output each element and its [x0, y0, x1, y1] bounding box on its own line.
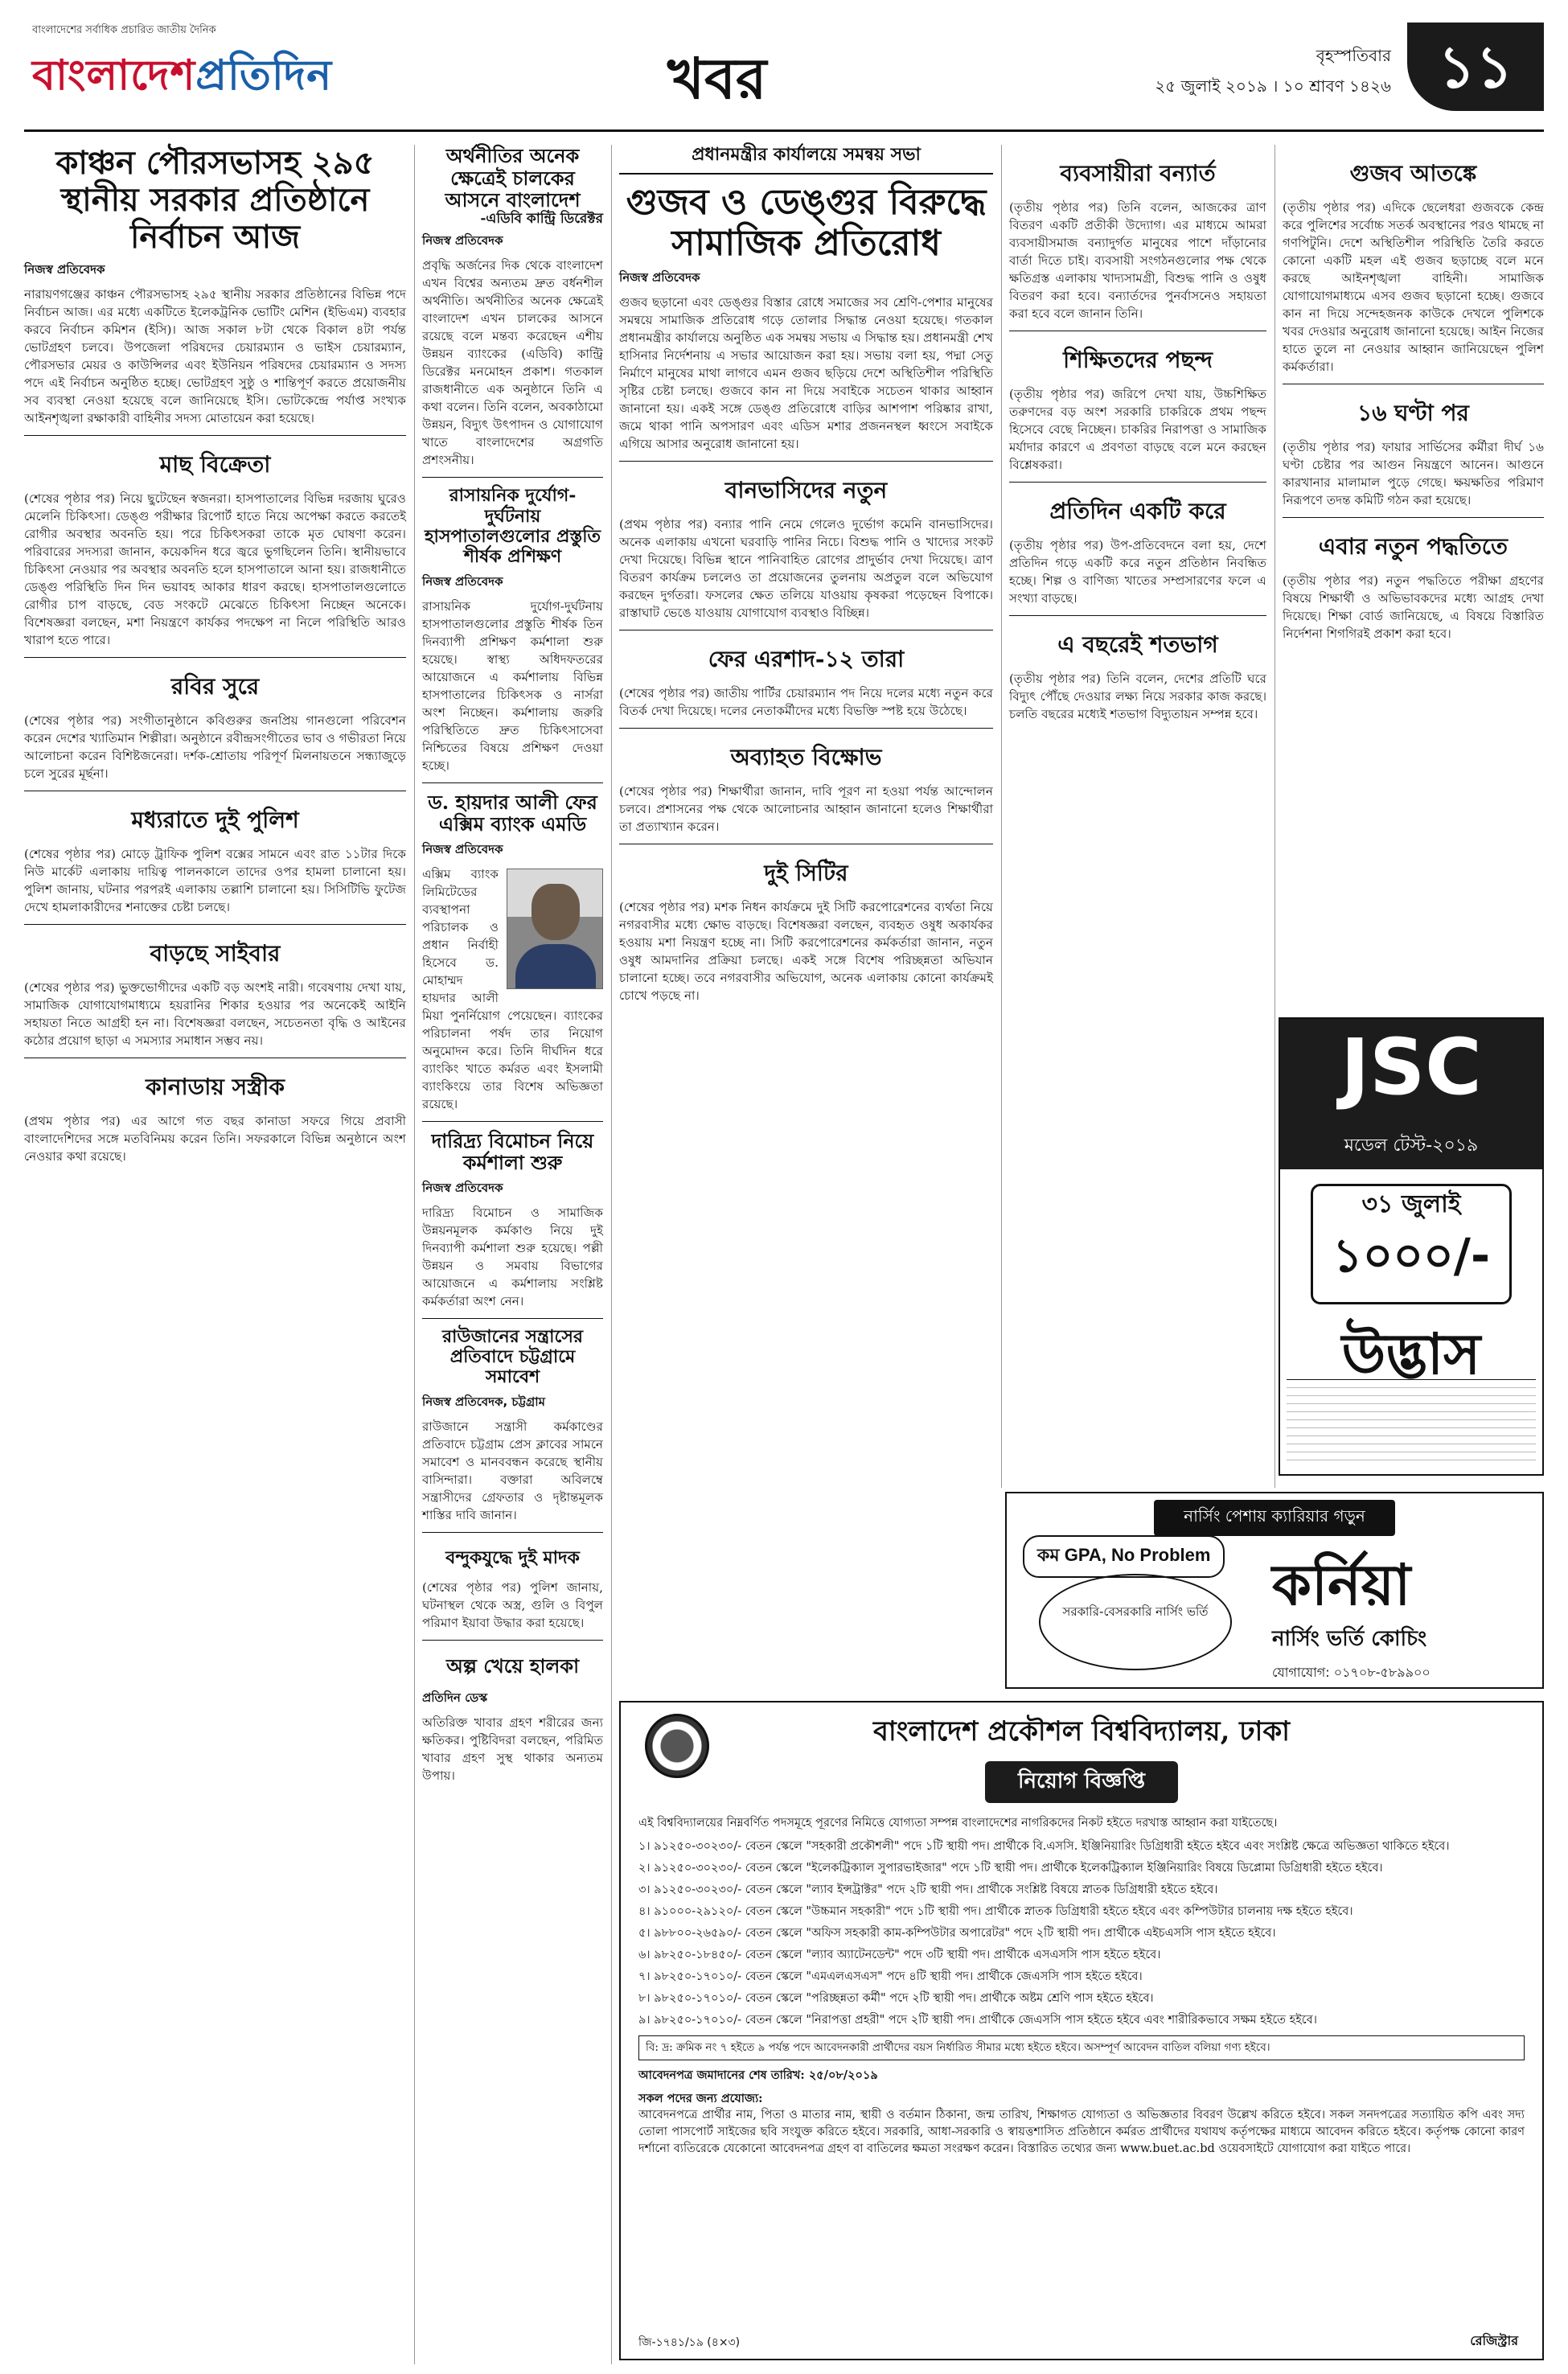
logo-name-part2: প্রতিদিন — [195, 51, 333, 100]
nursing-ad-heading: নার্সিং পেশায় ক্যারিয়ার গড়ুন — [1154, 1500, 1395, 1536]
article-body: (প্রথম পৃষ্ঠার পর) বন্যার পানি নেমে গেলেও দুর্ভোগ কমেনি বানভাসিদের। অনেক এলাকায় এখনো ঘরবাড়ি পানির নিচে। বিশুদ্ধ পানি ও খাদ্যের সংকট দেখা দিয়েছে। বিভিন্ন স্থানে পানিবাহিত রোগের প্রাদুর্ভাব দেখা দিয়েছে। ত্রাণ বিতরণ কার্যক্রম চললেও তা প্রয়োজনের তুলনায় অপ্রতুল বলে অভিযোগ করছেন দুর্গতরা। ফসলের ক্ষেত তলিয়ে যাওয়ায় কৃষকরা পড়েছেন বিপাকে। রাস্তাঘাট ভেঙে যাওয়ায় যোগাযোগ ব্যবস্থাও বিচ্ছিন্ন। — [619, 517, 993, 621]
article-body: (শেষের পৃষ্ঠার পর) ভুক্তভোগীদের একটি বড় অংশই নারী। গবেষণায় দেখা যায়, সামাজিক যোগাযোগমাধ্যমে হয়রানির শিকার হওয়ার পর অনেকেই আইনি সহায়তা নিতে আগ্রহী হন না। বিশেষজ্ঞরা বলছেন, সচেতনতা বৃদ্ধি ও আইনের কঠোর প্রয়োগ ছাড়া এ সমস্যার সমাধান সম্ভব নয়। — [24, 980, 406, 1048]
jsc-subtitle: মডেল টেস্ট-২০১৯ — [1280, 1132, 1542, 1169]
notice-item: ১। ৯১২৫০-৩০২৩০/- বেতন স্কেলে "সহকারী প্রকৌশলী" পদে ১টি স্থায়ী পদ। প্রার্থীকে বি.এসসি. ইঞ্জিনিয়ারিং ডিগ্রিধারী হইতে হইবে এবং সংশ্লিষ্ট ক্ষেত্রে অভিজ্ঞতা থাকিতে হইবে। — [638, 1840, 1450, 1853]
article-headline: অব্যাহত বিক্ষোভ — [730, 744, 882, 771]
article-16-hours — [1283, 396, 1544, 509]
notice-general-body: আবেদনপত্রে প্রার্থীর নাম, পিতা ও মাতার নাম, স্থায়ী ও বর্তমান ঠিকানা, জন্ম তারিখ, শিক্ষাগত যোগ্যতা ও অভিজ্ঞতার বিবরণ উল্লেখ করিতে হইবে। সকল সনদপত্রের সত্যায়িত কপি এবং সদ্য তোলা পাসপোর্ট সাইজের ছবি সংযুক্ত করিতে হইবে। সরকারি, আধা-সরকারি ও স্বায়ত্তশাসিত প্রতিষ্ঠানে কর্মরত প্রার্থীদের যথাযথ কর্তৃপক্ষের মাধ্যমে আবেদন করিতে হইবে। কর্তৃপক্ষ কোনো কারণ দর্শানো ব্যতিরেকে যেকোনো আবেদনপত্র গ্রহণ বা বাতিলের ক্ষমতা সংরক্ষণ করেন। বিস্তারিত তথ্যের জন্য www.buet.ac.bd ওয়েবসাইটে যোগাযোগ করা যাইতে পারে। — [638, 2109, 1525, 2155]
column-divider — [611, 145, 612, 2364]
buet-recruitment-notice — [619, 1701, 1544, 2360]
article-gunfight — [422, 1544, 603, 1632]
notice-intro: এই বিশ্ববিদ্যালয়ের নিম্নবর্ণিত পদসমূহে পূরণের নিমিত্তে যোগ্যতা সম্পন্ন বাংলাদেশের নাগরিকদের নিকট হইতে দরখাস্ত আহ্বান করা যাইতেছে। — [638, 1817, 1278, 1830]
divider — [422, 782, 603, 783]
column-4 — [1009, 145, 1266, 723]
column-divider — [414, 145, 415, 2364]
article-body: দারিদ্র্য বিমোচন ও সামাজিক উন্নয়নমূলক কর্মকাণ্ড নিয়ে দুই দিনব্যাপী কর্মশালা শুরু হয়েছে। পল্লী উন্নয়ন ও সমবায় বিভাগের আয়োজনে এ কর্মশালায় সংশ্লিষ্ট কর্মকর্তারা অংশ নেন। — [422, 1205, 603, 1308]
divider — [422, 1532, 603, 1533]
nursing-circle-label: সরকারি-বেসরকারি নার্সিং ভর্তি — [1039, 1574, 1232, 1670]
logo-name — [32, 43, 402, 113]
article-byline: নিজস্ব প্রতিবেদক — [422, 1180, 503, 1195]
nursing-gpa-badge: কম GPA, No Problem — [1023, 1535, 1225, 1578]
notice-signatory: রেজিস্ট্রার — [1470, 2333, 1518, 2348]
article-byline: প্রতিদিন ডেস্ক — [422, 1690, 488, 1705]
article-headline: অর্থনীতির অনেক ক্ষেত্রেই চালকের আসনে বাংলাদেশ — [445, 144, 581, 212]
article-body: রাউজানে সন্ত্রাসী কর্মকাণ্ডের প্রতিবাদে চট্টগ্রাম প্রেস ক্লাবের সামনে সমাবেশ ও মানববন্ধন করেছে স্থানীয় বাসিন্দারা। বক্তারা অবিলম্বে সন্ত্রাসীদের গ্রেফতার ও দৃষ্টান্তমূলক শাস্তির দাবি জানান। — [422, 1419, 603, 1522]
article-headline: মাছ বিক্রেতা — [159, 451, 271, 478]
article-body: (শেষের পৃষ্ঠার পর) জাতীয় পার্টির চেয়ারম্যান পদ নিয়ে দলের মধ্যে নতুন করে বিতর্ক দেখা দিয়েছে। দলের নেতাকর্মীদের মধ্যে বিভক্তি স্পষ্ট হয়ে উঠেছে। — [619, 686, 993, 719]
divider — [24, 435, 406, 436]
article-headline: বানভাসিদের নতুন — [724, 477, 888, 504]
nursing-ad-phone: যোগাযোগ: ০১৭০৮-৫৮৯৯০০ — [1272, 1665, 1430, 1680]
article-raozan-rally — [422, 1327, 603, 1524]
divider — [619, 173, 993, 175]
article-headline: দারিদ্র্য বিমোচন নিয়ে কর্মশালা শুরু — [431, 1128, 594, 1175]
article-body: (শেষের পৃষ্ঠার পর) পুলিশ জানায়, ঘটনাস্থল থেকে অস্ত্র, গুলি ও বিপুল পরিমাণ ইয়াবা উদ্ধার করা হয়েছে। — [422, 1579, 603, 1630]
article-headline: রবির সুরে — [170, 673, 260, 700]
article-body: (তৃতীয় পৃষ্ঠার পর) তিনি বলেন, আজকের ত্রাণ বিতরণ একটি প্রতীকী উদ্যোগ। এর মাধ্যমে আমরা ব্যবসায়ীসমাজ বন্যাদুর্গত মানুষের পাশে দাঁড়ানোর বার্তা দিতে চাই। ব্যবসায়ী সংগঠনগুলোর পক্ষ থেকে ক্ষতিগ্রস্ত এলাকায় খাদ্যসামগ্রী, বিশুদ্ধ পানি ও ওষুধ বিতরণ করা হবে। বন্যার্তদের পুনর্বাসনেও সহায়তা করা হবে বলে জানান তিনি। — [1009, 200, 1266, 321]
article-rumor-dengue — [619, 145, 993, 453]
section-title: খবর — [667, 45, 767, 112]
article-headline: এবার নতুন পদ্ধতিতে — [1318, 533, 1508, 560]
article-headline: কানাডায় সস্ত্রীক — [146, 1074, 285, 1100]
article-body: (তৃতীয় পৃষ্ঠার পর) তিনি বলেন, দেশের প্রতিটি ঘরে বিদ্যুৎ পৌঁছে দেওয়ার লক্ষ্য নিয়ে সরকার কাজ করছে। চলতি বছরের মধ্যেই শতভাগ বিদ্যুতায়ন সম্পন্ন হবে। — [1009, 672, 1266, 721]
article-byline: নিজস্ব প্রতিবেদক — [422, 841, 503, 856]
article-body: (শেষের পৃষ্ঠার পর) মোড়ে ট্রাফিক পুলিশ বক্সের সামনে এবং রাত ১১টার দিকে নিউ মার্কেট এলাকায় দায়িত্ব পালনকালে তাদের ওপর হামলা চালানো হয়। পুলিশ জানায়, ঘটনার পরপরই এলাকায় তল্লাশি চালানো হয়। সিসিটিভি ফুটেজ দেখে হামলাকারীদের শনাক্তের চেষ্টা চলছে। — [24, 847, 406, 914]
article-body: (শেষের পৃষ্ঠার পর) শিক্ষার্থীরা জানান, দাবি পূরণ না হওয়া পর্যন্ত আন্দোলন চলবে। প্রশাসনের পক্ষ থেকে আলোচনার আহ্বান জানানো হলেও শিক্ষার্থীরা তা প্রত্যাখ্যান করেন। — [619, 784, 993, 835]
article-headline: ব্যবসায়ীরা বন্যার্ত — [1060, 160, 1216, 187]
jsc-fee-box — [1311, 1184, 1512, 1304]
article-hundred-percent — [1009, 627, 1266, 723]
jsc-fee: ১০০০/- — [1332, 1228, 1491, 1283]
column-divider — [1001, 145, 1002, 1488]
page-number: ১১ — [1407, 23, 1544, 111]
article-byline: নিজস্ব প্রতিবেদক — [619, 270, 700, 285]
article-educated-choice — [1009, 343, 1266, 474]
article-eat-less — [422, 1652, 603, 1785]
article-headline: ১৬ ঘণ্টা পর — [1357, 400, 1469, 426]
masthead — [24, 11, 1544, 132]
article-byline: নিজস্ব প্রতিবেদক, চট্টগ্রাম — [422, 1394, 545, 1409]
article-protest — [619, 740, 993, 836]
article-kanchan-election — [24, 145, 406, 427]
divider — [619, 461, 993, 462]
issue-date: ২৫ জুলাই ২০১৯ । ১০ শ্রাবণ ১৪২৬ — [1155, 76, 1391, 96]
article-body: গুজব ছড়ানো এবং ডেঙ্গুর বিস্তার রোধে সমাজের সব শ্রেণি-পেশার মানুষের সমন্বয়ে সামাজিক প্রতিরোধ গড়ে তোলার সিদ্ধান্ত নেওয়া হয়েছে। গতকাল প্রধানমন্ত্রীর কার্যালয়ে অনুষ্ঠিত এক সমন্বয় সভায় এ সিদ্ধান্ত হয়। প্রধানমন্ত্রী শেখ হাসিনার নির্দেশনায় এ সভার আয়োজন করা হয়। সভায় বলা হয়, পদ্মা সেতু নির্মাণে মানুষের মাথা লাগবে এমন গুজব ছড়িয়ে দেশে অস্থিতিশীল পরিস্থিতি সৃষ্টির চেষ্টা চলছে। গুজবে কান না দিয়ে সবাইকে সচেতন থাকার আহ্বান জানানো হয়। একই সঙ্গে ডেঙ্গু প্রতিরোধে বাড়ির আশপাশ পরিষ্কার রাখা, জমে থাকা পানি অপসারণ এবং এডিস মশার প্রজননস্থল ধ্বংসে সবাইকে এগিয়ে আসার অনুরোধ জানানো হয়। — [619, 295, 993, 452]
newspaper-logo — [32, 23, 402, 119]
notice-item: ৭। ৯৮২৫০-১৭০১০/- বেতন স্কেলে "এমএলএসএস" পদে ৪টি স্থায়ী পদ। প্রার্থীকে জেএসসি পাস হইতে হইবে। — [638, 1970, 1143, 1983]
article-headline: এ বছরেই শতভাগ — [1057, 631, 1218, 658]
article-headline: কাঞ্চন পৌরসভাসহ ২৯৫ স্থানীয় সরকার প্রতিষ্ঠানে নির্বাচন আজ — [55, 144, 375, 256]
divider — [24, 657, 406, 658]
divider — [1009, 615, 1266, 616]
article-byline: নিজস্ব প্রতিবেদক — [422, 233, 503, 248]
divider — [1009, 482, 1266, 483]
divider — [1283, 517, 1544, 518]
article-robir-sure — [24, 669, 406, 782]
branch-table — [1287, 1379, 1536, 1468]
article-adb — [422, 145, 603, 469]
notice-warning: বি: দ্র: ক্রমিক নং ৭ হইতে ৯ পর্যন্ত পদে আবেদনকারী প্রার্থীদের বয়স নির্ধারিত সীমার মধ্যে হইতে হইবে। অসম্পূর্ণ আবেদন বাতিল বলিয়া গণ্য হইবে। — [638, 2035, 1525, 2060]
article-headline: প্রতিদিন একটি করে — [1049, 498, 1226, 524]
article-ershad — [619, 642, 993, 720]
article-body: (শেষের পৃষ্ঠার পর) মশক নিধন কার্যক্রমে দুই সিটি করপোরেশনের ব্যর্থতা নিয়ে নগরবাসীর মধ্যে ক্ষোভ বাড়ছে। বিশেষজ্ঞরা বলছেন, ব্যবহৃত ওষুধ অকার্যকর হওয়ায় মশা নিয়ন্ত্রণ হচ্ছে না। সিটি করপোরেশনের কর্মকর্তারা জানান, নতুন ওষুধ আমদানির প্রক্রিয়া চলছে। একই সঙ্গে বিশেষ পরিচ্ছন্নতা অভিযান চালানো হচ্ছে। তবে নগরবাসীর অভিযোগ, অনেক এলাকায় কোনো কার্যক্রমই চোখে পড়ছে না। — [619, 900, 993, 1004]
notice-university: বাংলাদেশ প্রকৌশল বিশ্ববিদ্যালয়, ঢাকা — [873, 1715, 1290, 1748]
article-headline: মধ্যরাতে দুই পুলিশ — [131, 807, 299, 833]
article-body: (তৃতীয় পৃষ্ঠার পর) জরিপে দেখা যায়, উচ্চশিক্ষিত তরুণদের বড় অংশ সরকারি চাকরিকে প্রথম পছন্দ হিসেবে বেছে নিচ্ছেন। চাকরির নিরাপত্তা ও সামাজিক মর্যাদার কারণে এ প্রবণতা বাড়ছে বলে মনে করছেন বিশ্লেষকরা। — [1009, 387, 1266, 472]
article-headline: রাসায়নিক দুর্যোগ-দুর্ঘটনায় হাসপাতালগুলোর প্রস্তুতি শীর্ষক প্রশিক্ষণ — [425, 485, 601, 568]
weekday: বৃহস্পতিবার — [1316, 46, 1391, 65]
notice-deadline: আবেদনপত্র জমাদানের শেষ তারিখ: ২৫/০৮/২০১৯ — [638, 2068, 878, 2082]
notice-item: ৮। ৯৮২৫০-১৭০১০/- বেতন স্কেলে "পরিচ্ছন্নতা কর্মী" পদে ২টি স্থায়ী পদ। প্রার্থীকে অষ্টম শ্রেণি পাস হইতে হইবে। — [638, 1992, 1154, 2005]
article-headline: ফের এরশাদ-১২ তারা — [708, 646, 905, 673]
article-poverty-workshop — [422, 1130, 603, 1310]
article-body: রাসায়নিক দুর্যোগ-দুর্ঘটনায় হাসপাতালগুলোর প্রস্তুতি শীর্ষক তিন দিনব্যাপী প্রশিক্ষণ কর্মশালা শুরু হয়েছে। স্বাস্থ্য অধিদফতরের আয়োজনে এ কর্মশালায় বিভিন্ন হাসপাতালের চিকিৎসক ও নার্সরা অংশ নিচ্ছেন। কর্মশালায় জরুরি পরিস্থিতিতে দ্রুত চিকিৎসাসেবা নিশ্চিতের বিষয়ে প্রশিক্ষণ দেওয়া হচ্ছে। — [422, 598, 603, 773]
article-body: নারায়ণগঞ্জের কাঞ্চন পৌরসভাসহ ২৯৫ স্থানীয় সরকার প্রতিষ্ঠানের বিভিন্ন পদে নির্বাচন আজ। এর মধ্যে একটিতে ইলেকট্রনিক ভোটিং মেশিন (ইভিএম) ব্যবহার করবে নির্বাচন কমিশন (ইসি)। আজ সকাল ৮টা থেকে বিকাল ৪টা পর্যন্ত ভোটগ্রহণ চলবে। উপজেলা পরিষদের চেয়ারম্যান ও ভাইস চেয়ারম্যান, পৌরসভার মেয়র ও কাউন্সিলর এবং ইউনিয়ন পরিষদের চেয়ারম্যান ও সদস্য পদে এই নির্বাচন অনুষ্ঠিত হচ্ছে। ভোটগ্রহণ সুষ্ঠু ও শান্তিপূর্ণ করতে প্রয়োজনীয় সব ব্যবস্থা নেওয়া হয়েছে বলে জানিয়েছে ইসি। ভোটকেন্দ্রে পর্যাপ্ত সংখ্যক আইনশৃঙ্খলা রক্ষাকারী বাহিনীর সদস্য মোতায়েন করা হয়েছে। — [24, 287, 406, 425]
notice-item: ৯। ৯৮২৫০-১৭০১০/- বেতন স্কেলে "নিরাপত্তা প্রহরী" পদে ২টি স্থায়ী পদ। প্রার্থীকে জেএসসি পাস হইতে হইবে এবং শারীরিকভাবে সক্ষম হইতে হইবে। — [638, 2014, 1317, 2027]
article-exim-md — [422, 791, 603, 1113]
article-new-method — [1283, 529, 1544, 643]
notice-badge: নিয়োগ বিজ্ঞপ্তি — [985, 1761, 1178, 1803]
jsc-date: ৩১ জুলাই — [1361, 1190, 1461, 1218]
udvash-jsc-ad[interactable] — [1279, 1017, 1544, 1476]
logo-tagline: বাংলাদেশের সর্বাধিক প্রচারিত জাতীয় দৈনিক — [32, 24, 216, 36]
article-body: (শেষের পৃষ্ঠার পর) সংগীতানুষ্ঠানে কবিগুরুর জনপ্রিয় গানগুলো পরিবেশন করেন দেশের খ্যাতিমান শিল্পীরা। অনুষ্ঠানে রবীন্দ্রসংগীতের ভাব ও গভীরতা নিয়ে আলোচনা করেন বিশিষ্টজনেরা। দর্শক-শ্রোতায় পরিপূর্ণ মিলনায়তনে সন্ধ্যাজুড়ে চলে সুরের মূর্ছনা। — [24, 713, 406, 781]
column-1 — [24, 145, 406, 1165]
article-traders-flood — [1009, 156, 1266, 322]
article-flood-victims — [619, 473, 993, 622]
notice-item: ৬। ৯৮২৫০-১৮৪৫০/- বেতন স্কেলে "ল্যাব অ্যাটেনডেন্ট" পদে ৩টি স্থায়ী পদ। প্রার্থীকে এসএসসি পাস হইতে হইবে। — [638, 1949, 1161, 1961]
logo-name-part1: বাংলাদেশ — [32, 51, 196, 100]
article-byline: নিজস্ব প্রতিবেদক — [24, 262, 105, 277]
article-subheadline: -এডিবি কান্ট্রি ডিরেক্টর — [480, 210, 603, 227]
article-body: (তৃতীয় পৃষ্ঠার পর) উপ-প্রতিবেদনে বলা হয়, দেশে প্রতিদিন গড়ে একটি করে নতুন প্রতিষ্ঠান নিবন্ধিত হচ্ছে। শিল্প ও বাণিজ্য খাতের সম্প্রসারণের ফলে এ সংখ্যা বাড়ছে। — [1009, 538, 1266, 606]
article-headline: শিক্ষিতদের পছন্দ — [1063, 347, 1213, 373]
article-headline: ড. হায়দার আলী ফের এক্সিম ব্যাংক এমডি — [428, 790, 597, 836]
notice-item: ৪। ৯১০০০-২৯১২০/- বেতন স্কেলে "উচ্চমান সহকারী" পদে ১টি স্থায়ী পদ। প্রার্থীকে স্নাতক ডিগ্রিধারী হইতে হইবে এবং কম্পিউটার চালনায় দক্ষ হইতে হইবে। — [638, 1905, 1353, 1918]
article-headline: গুজব ও ডেঙ্গুর বিরুদ্ধে সামাজিক প্রতিরোধ — [626, 182, 987, 264]
divider — [422, 1640, 603, 1641]
article-body: (শেষের পৃষ্ঠার পর) নিয়ে ছুটেছেন স্বজনরা। হাসপাতালের বিভিন্ন দরজায় ঘুরেও মেলেনি চিকিৎসা। ডেঙ্গু পরীক্ষার রিপোর্ট হাতে নিয়ে অপেক্ষা করতে করতেই রোগীর অবস্থার অবনতি হয়। পরে চিকিৎসকরা তাকে মৃত ঘোষণা করেন। পরিবারের সদস্যরা জানান, কয়েকদিন ধরে জ্বরে ভুগছিলেন তিনি। স্থানীয়ভাবে চিকিৎসা নেওয়ার পর অবস্থার অবনতি হলে হাসপাতালে আনা হয়। রাজধানীতে ডেঙ্গু পরিস্থিতি দিন দিন ভয়াবহ আকার ধারণ করছে। হাসপাতালগুলোতে রোগীর চাপ বাড়ছে, বেড সংকটে মেঝেতে চিকিৎসা নিচ্ছেন অনেকে। বিশেষজ্ঞরা বলছেন, মশা নিয়ন্ত্রণে কার্যকর পদক্ষেপ না নিলে পরিস্থিতি আরও খারাপ হতে পারে। — [24, 491, 406, 647]
column-5 — [1283, 145, 1544, 643]
column-2 — [422, 145, 603, 1785]
cornea-brand: কর্নিয়া — [1272, 1551, 1411, 1618]
divider — [422, 1121, 603, 1122]
divider — [619, 728, 993, 729]
article-fish-seller — [24, 447, 406, 649]
divider — [24, 924, 406, 925]
udvash-brand: উদ্ভাস — [1341, 1320, 1481, 1387]
portrait-photo — [507, 869, 603, 989]
article-body: (তৃতীয় পৃষ্ঠার পর) নতুন পদ্ধতিতে পরীক্ষা গ্রহণের বিষয়ে শিক্ষার্থী ও অভিভাবকদের মধ্যে আগ্রহ দেখা দিয়েছে। শিক্ষা বোর্ড জানিয়েছে, এ বিষয়ে বিস্তারিত নির্দেশনা শিগগিরই প্রকাশ করা হবে। — [1283, 573, 1544, 641]
notice-code: জি-১৭৪১/১৯ (৪×৩) — [638, 2336, 741, 2349]
article-headline: গুজব আতঙ্কে — [1349, 160, 1477, 187]
divider — [422, 1318, 603, 1319]
notice-item: ৫। ৯৮৮০০-২৬৫৯০/- বেতন স্কেলে "অফিস সহকারী কাম-কম্পিউটার অপারেটর" পদে ২টি স্থায়ী পদ। প্রার্থীকে এইচএসসি পাস হইতে হইবে। — [638, 1927, 1276, 1940]
nursing-ad-tagline: নার্সিং ভর্তি কোচিং — [1272, 1627, 1427, 1651]
article-canada — [24, 1070, 406, 1165]
article-headline: অল্প খেয়ে হালকা — [445, 1653, 580, 1678]
university-seal-icon — [645, 1714, 709, 1778]
article-headline: দুই সিটির — [764, 860, 848, 887]
article-headline: রাউজানের সন্ত্রাসের প্রতিবাদে চট্টগ্রামে সমাবেশ — [441, 1325, 584, 1388]
article-headline: বন্দুকযুদ্ধে দুই মাদক — [445, 1546, 580, 1568]
article-kicker: প্রধানমন্ত্রীর কার্যালয়ে সমন্বয় সভা — [692, 144, 921, 165]
article-body: (তৃতীয় পৃষ্ঠার পর) এদিকে ছেলেধরা গুজবকে কেন্দ্র করে পুলিশের সর্বোচ্চ সতর্ক অবস্থানের পরও থামছে না গণপিটুনি। দেশে অস্থিতিশীল পরিস্থিতি তৈরি করতে কোনো একটি মহল এই গুজব ছড়াচ্ছে বলে মনে করছে আইনশৃঙ্খলা বাহিনী। সামাজিক যোগাযোগমাধ্যমে এসব গুজব ছড়ানো হচ্ছে। গুজবে কান না দিয়ে সন্দেহজনক কাউকে দেখলে পুলিশকে খবর দেওয়ার অনুরোধ জানানো হয়েছে। আইন নিজের হাতে তুলে না নেওয়ার আহ্বান জানিয়েছেন পুলিশ কর্মকর্তারা। — [1283, 200, 1544, 374]
article-cyber — [24, 936, 406, 1049]
notice-general-title: সকল পদের জন্য প্রযোজ্য: — [638, 2092, 763, 2105]
article-one-each-day — [1009, 494, 1266, 607]
notice-item: ২। ৯১২৫০-৩০২৩০/- বেতন স্কেলে "ইলেকট্রিক্যাল সুপারভাইজার" পদে ১টি স্থায়ী পদ। প্রার্থীকে ইলেকট্রিক্যাল ইঞ্জিনিয়ারিং বিষয়ে ডিপ্লোমা ডিগ্রিধারী হইতে হইবে। — [638, 1862, 1383, 1875]
article-chemical-disaster — [422, 486, 603, 774]
cornea-nursing-ad[interactable] — [1005, 1492, 1544, 1689]
article-headline: বাড়ছে সাইবার — [150, 940, 281, 967]
column-3 — [619, 145, 993, 1004]
jsc-title: JSC — [1280, 1019, 1542, 1132]
article-two-cities — [619, 856, 993, 1004]
article-rumor-panic — [1283, 156, 1544, 376]
article-body: (প্রথম পৃষ্ঠার পর) এর আগে গত বছর কানাডা সফরে গিয়ে প্রবাসী বাংলাদেশিদের সঙ্গে মতবিনিময় করেন তিনি। সফরকালে বিভিন্ন অনুষ্ঠানে অংশ নেওয়ার কথা রয়েছে। — [24, 1114, 406, 1164]
date-block — [1155, 40, 1391, 101]
divider — [422, 477, 603, 478]
notice-item: ৩। ৯১২৫০-৩০২৩০/- বেতন স্কেলে "ল্যাব ইন্সট্রাক্টর" পদে ২টি স্থায়ী পদ। প্রার্থীকে সংশ্লিষ্ট বিষয়ে স্নাতক ডিগ্রিধারী হইতে হইবে। — [638, 1883, 1218, 1896]
article-body: (তৃতীয় পৃষ্ঠার পর) ফায়ার সার্ভিসের কর্মীরা দীর্ঘ ১৬ ঘণ্টা চেষ্টার পর আগুন নিয়ন্ত্রণে আনেন। আগুনে কারখানার মালামাল পুড়ে গেছে। ক্ষয়ক্ষতির পরিমাণ নিরূপণে তদন্ত কমিটি গঠন করা হয়েছে। — [1283, 440, 1544, 507]
article-byline: নিজস্ব প্রতিবেদক — [422, 573, 503, 589]
article-body: অতিরিক্ত খাবার গ্রহণ শরীরের জন্য ক্ষতিকর। পুষ্টিবিদরা বলছেন, পরিমিত খাবার গ্রহণ সুস্থ থাকার অন্যতম উপায়। — [422, 1715, 603, 1783]
article-two-police — [24, 803, 406, 916]
article-body: এক্সিম ব্যাংক লিমিটেডের ব্যবস্থাপনা পরিচালক ও প্রধান নির্বাহী হিসেবে ড. মোহাম্মদ হায়দার আলী মিয়া পুনর্নিয়োগ পেয়েছেন। ব্যাংকের পরিচালনা পর্ষদ তার নিয়োগ অনুমোদন করে। তিনি দীর্ঘদিন ধরে ব্যাংকিং খাতে কর্মরত এবং ইসলামী ব্যাংকিংয়ে তার বিশেষ অভিজ্ঞতা রয়েছে। — [422, 866, 603, 1111]
article-body: প্রবৃদ্ধি অর্জনের দিক থেকে বাংলাদেশ এখন বিশ্বের অন্যতম দ্রুত বর্ধনশীল অর্থনীতি। অর্থনীতির অনেক ক্ষেত্রেই বাংলাদেশ এখন চালকের আসনে রয়েছে বলে মন্তব্য করেছেন এশীয় উন্নয়ন ব্যাংকের (এডিবি) কান্ট্রি ডিরেক্টর মনমোহন প্রকাশ। গতকাল রাজধানীতে এক অনুষ্ঠানে তিনি এ কথা বলেন। তিনি বলেন, অবকাঠামো উন্নয়ন, বিদ্যুৎ উৎপাদন ও যোগাযোগ খাতে বাংলাদেশের অগ্রগতি প্রশংসনীয়। — [422, 258, 603, 468]
notice-body — [638, 1815, 1525, 2158]
